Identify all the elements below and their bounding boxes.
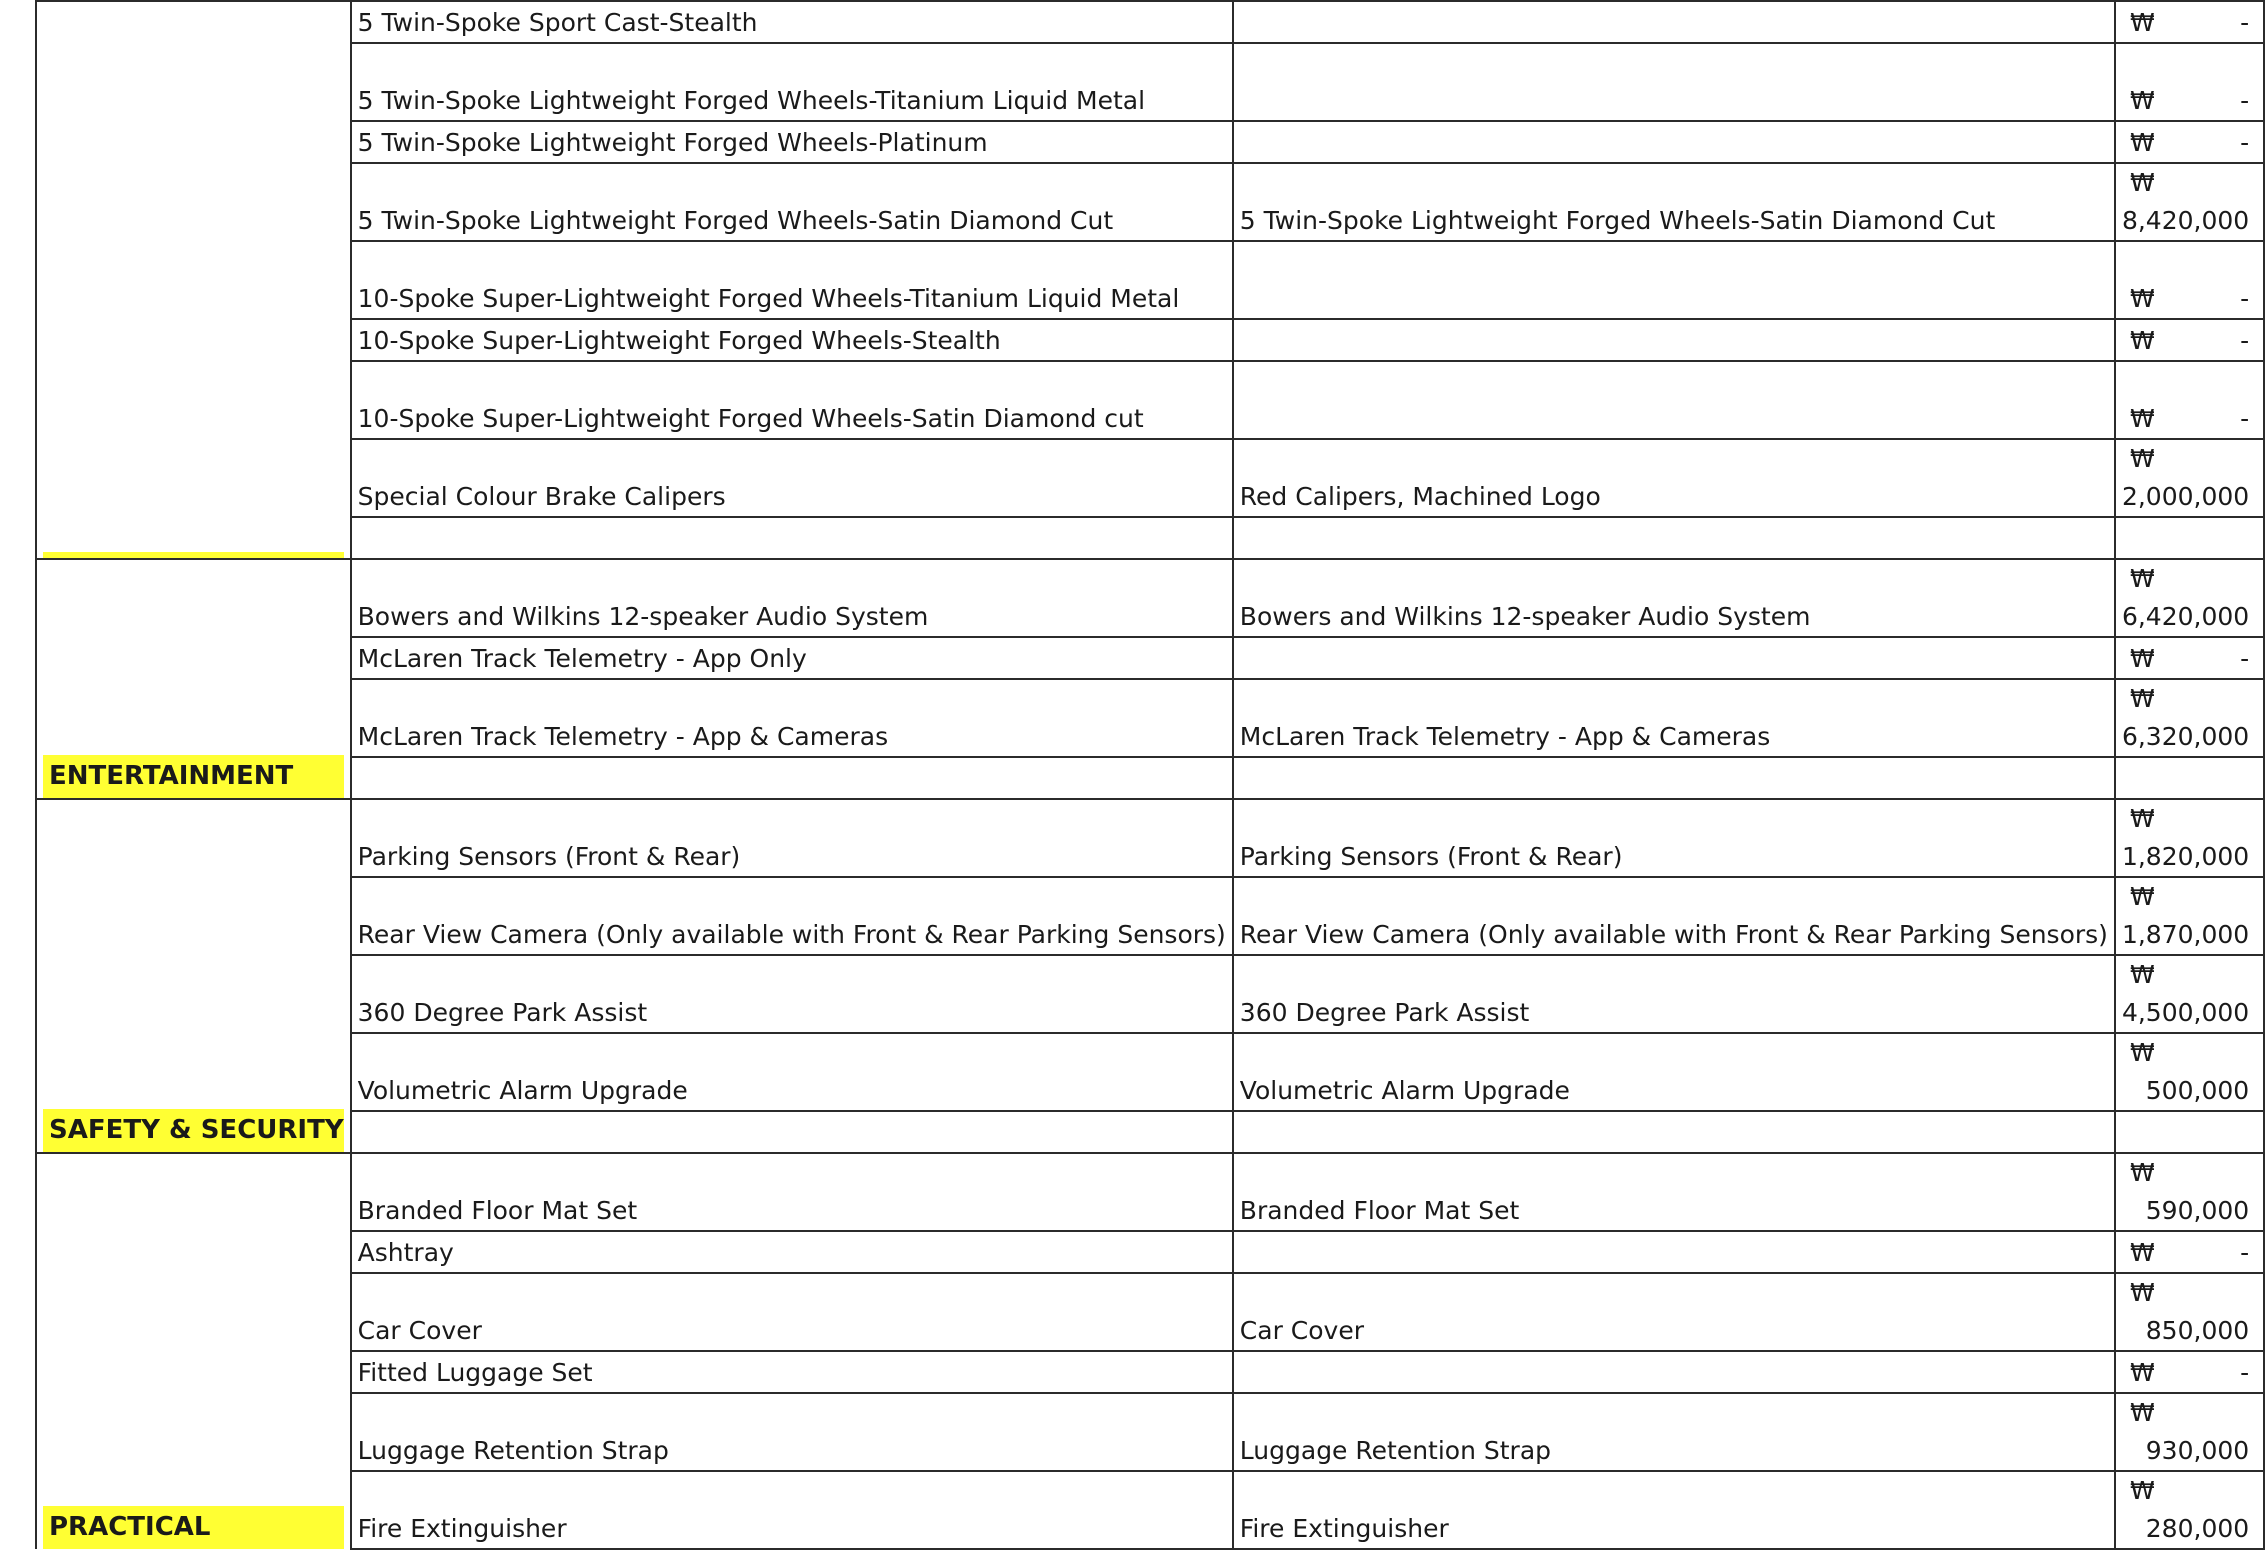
currency-symbol: ₩ — [2129, 8, 2155, 37]
currency-symbol: ₩ — [2129, 804, 2155, 833]
price-cell — [2115, 319, 2264, 361]
selected-option: Parking Sensors (Front & Rear) — [1233, 799, 2115, 877]
price-value: 1,870,000 — [2121, 920, 2250, 949]
price-value: 6,320,000 — [2121, 722, 2250, 751]
table-row — [36, 799, 2264, 877]
table-row — [36, 361, 2264, 439]
price-cell — [2115, 439, 2264, 517]
option-name: 10-Spoke Super-Lightweight Forged Wheels-Titanium Liquid Metal — [351, 241, 1233, 319]
price-value: - — [2240, 644, 2250, 673]
table-row — [36, 439, 2264, 517]
option-name: Car Cover — [351, 1273, 1233, 1351]
table-row — [36, 1033, 2264, 1111]
price-cell — [2115, 559, 2264, 637]
category-cell-wheels — [36, 1, 351, 559]
currency-symbol: ₩ — [2129, 326, 2155, 355]
table-row — [36, 163, 2264, 241]
price-value: 930,000 — [2145, 1436, 2250, 1465]
option-name: 5 Twin-Spoke Lightweight Forged Wheels-Platinum — [351, 121, 1233, 163]
price-value: - — [2240, 8, 2250, 37]
price-cell — [2115, 637, 2264, 679]
price-value: 2,000,000 — [2121, 482, 2250, 511]
table-row — [36, 1471, 2264, 1549]
currency-symbol: ₩ — [2129, 1158, 2155, 1187]
option-name: 5 Twin-Spoke Lightweight Forged Wheels-Satin Diamond Cut — [351, 163, 1233, 241]
table-row — [36, 1273, 2264, 1351]
selected-option: Branded Floor Mat Set — [1233, 1153, 2115, 1231]
option-name: 5 Twin-Spoke Sport Cast-Stealth — [351, 1, 1233, 43]
price-value: - — [2240, 1238, 2250, 1267]
option-name: 10-Spoke Super-Lightweight Forged Wheels-Satin Diamond cut — [351, 361, 1233, 439]
table-row — [36, 1, 2264, 43]
price-cell — [2115, 163, 2264, 241]
price-cell — [2115, 241, 2264, 319]
table-row — [36, 637, 2264, 679]
price-value: - — [2240, 284, 2250, 313]
selected-option — [1233, 121, 2115, 163]
spacer-row — [36, 1111, 2264, 1153]
price-value: - — [2240, 86, 2250, 115]
price-value: 850,000 — [2145, 1316, 2250, 1345]
option-name: Luggage Retention Strap — [351, 1393, 1233, 1471]
table-row — [36, 1351, 2264, 1393]
selected-option: 5 Twin-Spoke Lightweight Forged Wheels-Satin Diamond Cut — [1233, 163, 2115, 241]
price-cell — [2115, 361, 2264, 439]
price-cell — [2115, 1273, 2264, 1351]
currency-symbol: ₩ — [2129, 564, 2155, 593]
price-value: 280,000 — [2145, 1514, 2250, 1543]
currency-symbol: ₩ — [2129, 404, 2155, 433]
currency-symbol: ₩ — [2129, 1038, 2155, 1067]
option-name: Bowers and Wilkins 12-speaker Audio System — [351, 559, 1233, 637]
price-value: 4,500,000 — [2121, 998, 2250, 1027]
price-value: - — [2240, 404, 2250, 433]
category-cell-entertainment — [36, 559, 351, 799]
currency-symbol: ₩ — [2129, 444, 2155, 473]
spacer-row — [36, 757, 2264, 799]
selected-option: Rear View Camera (Only available with Front & Rear Parking Sensors) — [1233, 877, 2115, 955]
option-name: McLaren Track Telemetry - App & Cameras — [351, 679, 1233, 757]
currency-symbol: ₩ — [2129, 1358, 2155, 1387]
category-label: ENTERTAINMENT — [43, 755, 344, 798]
table-row — [36, 679, 2264, 757]
currency-symbol: ₩ — [2129, 960, 2155, 989]
option-name: McLaren Track Telemetry - App Only — [351, 637, 1233, 679]
price-value: - — [2240, 1358, 2250, 1387]
table-row — [36, 877, 2264, 955]
table-row — [36, 1393, 2264, 1471]
selected-option — [1233, 1, 2115, 43]
currency-symbol: ₩ — [2129, 128, 2155, 157]
table-row — [36, 121, 2264, 163]
selected-option — [1233, 1231, 2115, 1273]
currency-symbol: ₩ — [2129, 684, 2155, 713]
price-value: 1,820,000 — [2121, 842, 2250, 871]
price-cell — [2115, 1471, 2264, 1549]
currency-symbol: ₩ — [2129, 284, 2155, 313]
selected-option: Fire Extinguisher — [1233, 1471, 2115, 1549]
price-cell — [2115, 679, 2264, 757]
option-name: Branded Floor Mat Set — [351, 1153, 1233, 1231]
option-name: Special Colour Brake Calipers — [351, 439, 1233, 517]
price-cell — [2115, 1351, 2264, 1393]
table-row — [36, 43, 2264, 121]
price-cell — [2115, 43, 2264, 121]
table-row — [36, 319, 2264, 361]
options-price-sheet — [35, 0, 2265, 1550]
option-name: Parking Sensors (Front & Rear) — [351, 799, 1233, 877]
option-name: 360 Degree Park Assist — [351, 955, 1233, 1033]
category-cell-practical — [36, 1153, 351, 1549]
price-cell — [2115, 877, 2264, 955]
currency-symbol: ₩ — [2129, 644, 2155, 673]
option-name: 5 Twin-Spoke Lightweight Forged Wheels-Titanium Liquid Metal — [351, 43, 1233, 121]
spacer-row — [36, 517, 2264, 559]
option-name: 10-Spoke Super-Lightweight Forged Wheels-Stealth — [351, 319, 1233, 361]
price-cell — [2115, 1, 2264, 43]
currency-symbol: ₩ — [2129, 168, 2155, 197]
option-name: Fitted Luggage Set — [351, 1351, 1233, 1393]
price-cell — [2115, 799, 2264, 877]
currency-symbol: ₩ — [2129, 882, 2155, 911]
option-name: Ashtray — [351, 1231, 1233, 1273]
option-name: Rear View Camera (Only available with Front & Rear Parking Sensors) — [351, 877, 1233, 955]
currency-symbol: ₩ — [2129, 1238, 2155, 1267]
selected-option: Bowers and Wilkins 12-speaker Audio System — [1233, 559, 2115, 637]
table-row — [36, 241, 2264, 319]
category-label: PRACTICAL — [43, 1506, 344, 1549]
table-row — [36, 1231, 2264, 1273]
selected-option — [1233, 43, 2115, 121]
selected-option: 360 Degree Park Assist — [1233, 955, 2115, 1033]
price-value: 500,000 — [2145, 1076, 2250, 1105]
price-cell — [2115, 955, 2264, 1033]
selected-option — [1233, 319, 2115, 361]
currency-symbol: ₩ — [2129, 1398, 2155, 1427]
selected-option — [1233, 241, 2115, 319]
selected-option — [1233, 637, 2115, 679]
price-value: 6,420,000 — [2121, 602, 2250, 631]
price-cell — [2115, 1393, 2264, 1471]
table-row — [36, 1153, 2264, 1231]
selected-option — [1233, 361, 2115, 439]
price-value: 8,420,000 — [2121, 206, 2250, 235]
selected-option: Luggage Retention Strap — [1233, 1393, 2115, 1471]
price-value: - — [2240, 128, 2250, 157]
table-row — [36, 955, 2264, 1033]
price-value: - — [2240, 326, 2250, 355]
currency-symbol: ₩ — [2129, 1476, 2155, 1505]
price-cell — [2115, 1231, 2264, 1273]
category-highlight — [43, 552, 344, 558]
table-row — [36, 559, 2264, 637]
category-label: SAFETY & SECURITY — [43, 1109, 344, 1152]
currency-symbol: ₩ — [2129, 1278, 2155, 1307]
selected-option: Volumetric Alarm Upgrade — [1233, 1033, 2115, 1111]
price-cell — [2115, 1153, 2264, 1231]
selected-option: McLaren Track Telemetry - App & Cameras — [1233, 679, 2115, 757]
category-cell-safety — [36, 799, 351, 1153]
option-name: Fire Extinguisher — [351, 1471, 1233, 1549]
price-cell — [2115, 121, 2264, 163]
price-value: 590,000 — [2145, 1196, 2250, 1225]
selected-option: Car Cover — [1233, 1273, 2115, 1351]
options-table — [35, 0, 2265, 1550]
selected-option — [1233, 1351, 2115, 1393]
option-name: Volumetric Alarm Upgrade — [351, 1033, 1233, 1111]
currency-symbol: ₩ — [2129, 86, 2155, 115]
price-cell — [2115, 1033, 2264, 1111]
selected-option: Red Calipers, Machined Logo — [1233, 439, 2115, 517]
